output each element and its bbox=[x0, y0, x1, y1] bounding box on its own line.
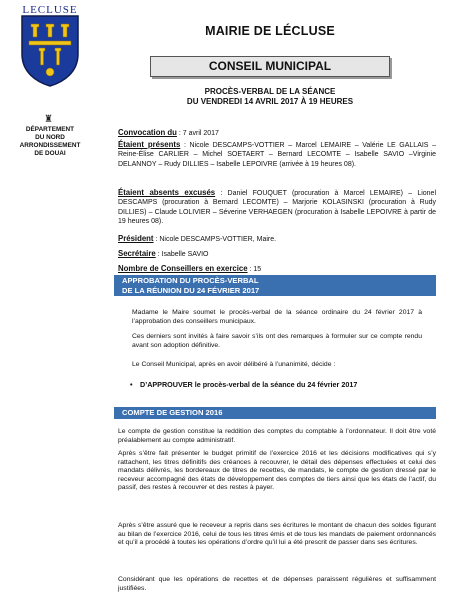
nombre-label: Nombre de Conseillers en exercice bbox=[118, 264, 248, 273]
secretaire-value: : Isabelle SAVIO bbox=[155, 251, 209, 258]
absents-line bbox=[118, 188, 436, 226]
section-approbation-header bbox=[114, 275, 436, 296]
arrondissement-line1: ARRONDISSEMENT bbox=[19, 142, 81, 149]
department-label bbox=[4, 126, 96, 141]
nombre-conseillers-line bbox=[118, 264, 436, 274]
presents-line bbox=[118, 140, 436, 169]
department-line1: DÉPARTEMENT bbox=[25, 126, 75, 133]
president-line bbox=[118, 234, 436, 244]
absents-label: Étaient absents excusés bbox=[118, 188, 216, 197]
president-value: : Nicole DESCAMPS-VOTTIER, Maire. bbox=[153, 236, 277, 243]
crest-name: LECLUSE bbox=[22, 4, 78, 16]
section1-title-line2: DE LA RÉUNION DU 24 FÉVRIER 2017 bbox=[122, 285, 260, 295]
secretaire-label: Secrétaire bbox=[118, 249, 156, 258]
convocation-line bbox=[118, 128, 436, 138]
coat-of-arms-icon bbox=[19, 14, 81, 88]
arrondissement-line2: DE DOUAI bbox=[34, 149, 66, 157]
presents-label: Étaient présents bbox=[118, 140, 181, 149]
nombre-value: : 15 bbox=[247, 266, 262, 273]
secretaire-line bbox=[118, 249, 436, 259]
decision-text: D’APPROUVER le procès-verbal de la séance du 24 février 2017 bbox=[140, 380, 358, 389]
section1-paragraph-2: Ces derniers sont invités à faire savoir s’ils ont des remarques à formuler sur ce compte rendu avant son adoption définitive. bbox=[132, 333, 422, 349]
section2-paragraph-2: Après s’être fait présenter le budget primitif de l’exercice 2016 et les décisions modificatives qui s’y rattachent, les titres définitifs des créances à recouvrer, le détail des dépenses effectuées et celui des mandats délivrés, les bordereaux de titres de recettes, de mandats, le compte de gestion dressé par le receveur accompagné des états de développement des comptes de tiers ainsi que les états de l’actif, du passif, des restes à recouvrer et des restes à payer. bbox=[118, 450, 436, 492]
pv-line2: DU VENDREDI 14 AVRIL 2017 À 19 HEURES bbox=[186, 97, 354, 106]
presents-value: : Nicole DESCAMPS-VOTTIER – Marcel LEMAIRE – Valérie LE GALLAIS – Reine-Élise CARLIER – Michel SOETAERT – Bernard LECOMTE – Isabelle SAVIO –Virginie DELANNOY – Rudy DILLIES – Isabelle LEPOIVRE (arrivée à 19 heures 08). bbox=[118, 142, 436, 168]
section2-paragraph-3: Après s’être assuré que le receveur a repris dans ses écritures le montant de chacun des soldes figurant au bilan de l’exercice 2016, celui de tous les titres émis et de tous les mandats de paiement ordonnancés et qu’il a procédé à toutes les opérations d’ordre qu’il lui a été prescrit de passer dans ses écritures. bbox=[118, 522, 436, 547]
pv-line1: PROCÈS-VERBAL DE LA SÉANCE bbox=[204, 87, 336, 96]
section1-paragraph-1: Madame le Maire soumet le procès-verbal de la séance ordinaire du 24 février 2017 à l’approbation des conseillers municipaux. bbox=[132, 309, 422, 325]
mairie-title: MAIRIE DE LÉCLUSE bbox=[205, 24, 335, 38]
decision-bullet bbox=[130, 380, 430, 389]
convocation-label: Convocation du bbox=[118, 128, 177, 137]
absents-value: : Daniel FOUQUET (procuration à Marcel LEMAIRE) – Lionel DESCAMPS (procuration à Bernard LECOMTE) – Marjorie KOLASINSKI (procuration à Rudy DILLIES) – Claude LOLIVIER – Séverine VERHAEGEN (procuration à Isabelle LEPOIVRE à partir de 19 heures 08). bbox=[118, 190, 436, 225]
department-emblem-icon: ♜ bbox=[44, 114, 53, 125]
bullet-icon: • bbox=[130, 380, 133, 389]
convocation-value: : 7 avril 2017 bbox=[176, 130, 219, 137]
conseil-municipal-box: CONSEIL MUNICIPAL bbox=[150, 56, 390, 77]
section2-paragraph-1: Le compte de gestion constitue la reddition des comptes du comptable à l’ordonnateur. Il doit être voté préalablement au compte administratif. bbox=[118, 428, 436, 444]
department-line2: DU NORD bbox=[35, 133, 65, 141]
arrondissement-label bbox=[4, 142, 96, 157]
president-label: Président bbox=[118, 234, 154, 243]
section-compte-gestion-header: COMPTE DE GESTION 2016 bbox=[114, 407, 436, 419]
proces-verbal-heading bbox=[130, 87, 410, 107]
section1-title-line1: APPROBATION DU PROCÈS-VERBAL bbox=[122, 276, 259, 285]
section2-paragraph-4: Considérant que les opérations de recettes et de dépenses paraissent régulières et suffisamment justifiées. bbox=[118, 576, 436, 592]
section1-paragraph-3: Le Conseil Municipal, après en avoir délibéré à l’unanimité, décide : bbox=[132, 361, 336, 368]
